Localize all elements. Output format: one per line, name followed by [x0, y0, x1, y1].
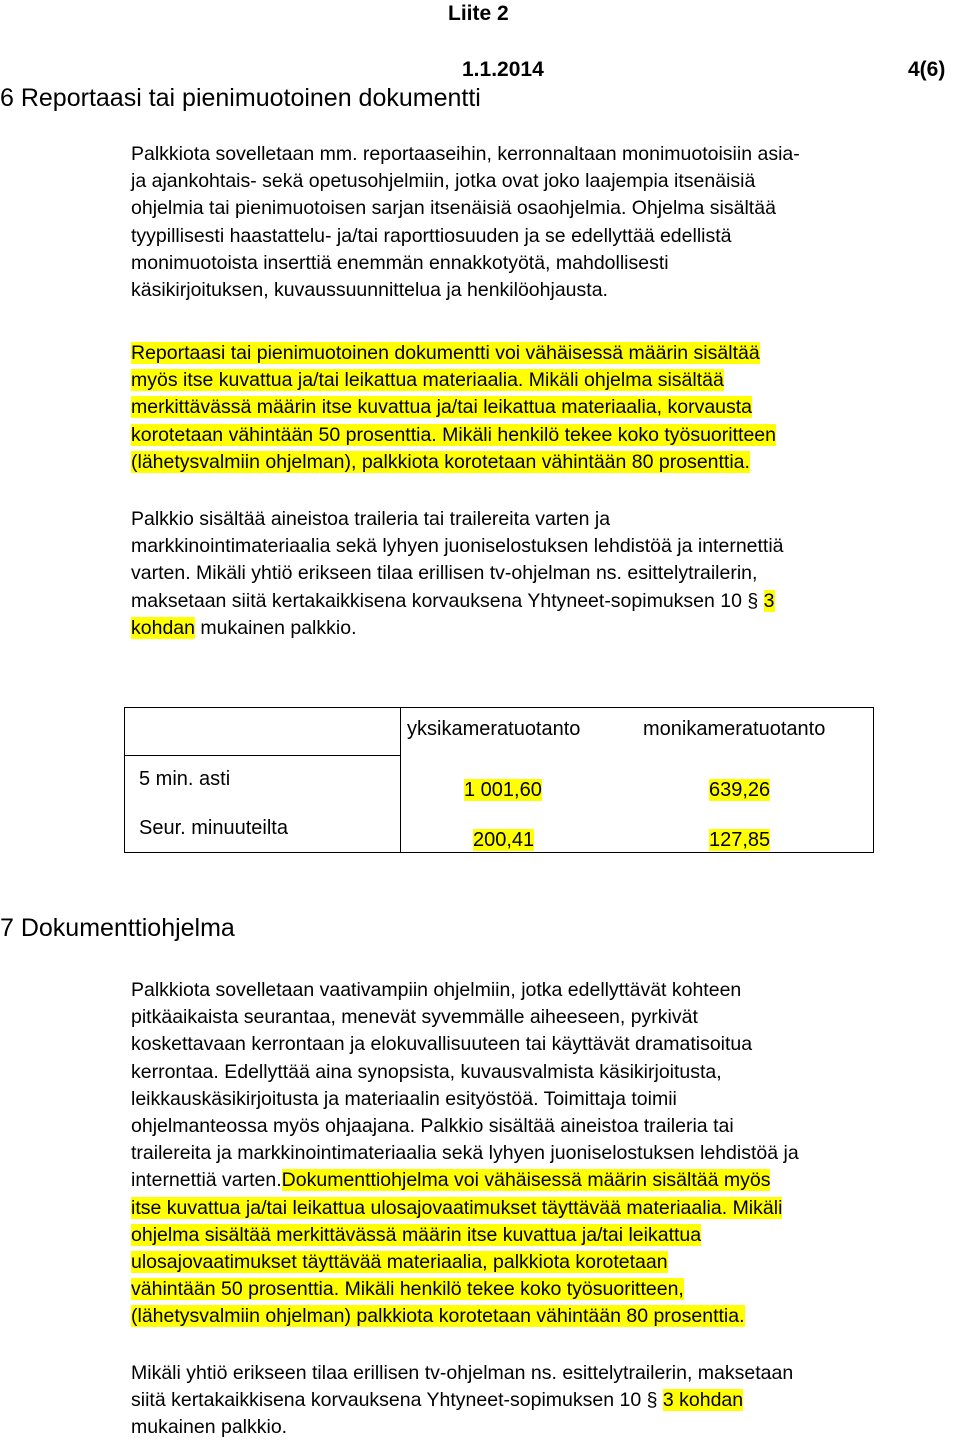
row-label: 5 min. asti [139, 768, 231, 790]
text-line: kerrontaa. Edellyttää aina synopsista, kuvausvalmista käsikirjoitusta, [131, 1060, 722, 1083]
row-label-cell [125, 756, 401, 853]
highlighted-line: ulosajovaatimukset täyttävää materiaalia, palkkiota korotetaan [131, 1251, 668, 1274]
text-line: maksetaan siitä kertakaikkisena korvauksena Yhtyneet-sopimuksen 10 [131, 589, 748, 612]
text-line: leikkauskäsikirjoitusta ja materiaalin esityöstöä. Toimittaja toimii [131, 1087, 677, 1110]
text-line: ohjelmanteossa myös ohjaajana. Palkkio sisältää aineistoa traileria tai [131, 1115, 734, 1138]
section-7-title: 7 Dokumenttiohjelma [0, 914, 235, 942]
text-line: Palkkiota sovelletaan mm. reportaaseihin, kerronnaltaan monimuotoisiin asia- [131, 143, 800, 165]
text-line: trailereita ja markkinointimateriaalia sekä lyhyen juoniselostuksen lehdistöä ja [131, 1142, 799, 1165]
section-6-paragraph-1 [131, 141, 800, 304]
table-header-cell [401, 708, 622, 756]
highlighted-line: Reportaasi tai pienimuotoinen dokumentti voi vähäisessä määrin sisältää [131, 342, 760, 364]
section-sign: § [747, 589, 759, 612]
text-line: Palkkio sisältää aineistoa traileria tai trailereita varten ja [131, 508, 611, 530]
highlighted-line: ohjelma sisältää merkittävässä määrin itse kuvattua ja/tai leikattua [131, 1223, 702, 1246]
fee-value: 1 001,60 [464, 778, 542, 801]
text-line: koskettavaan kerrontaan ja elokuvallisuuteen tai käyttävät dramatisoitua [131, 1033, 753, 1056]
table-header-cell-empty [125, 708, 401, 756]
table-body-row [125, 756, 874, 853]
table-header-row [125, 708, 874, 756]
text-line: mukainen palkkio. [131, 1416, 288, 1439]
section-6-paragraph-3 [131, 506, 784, 642]
text-line: Mikäli yhtiö erikseen tilaa erillisen tv-ohjelman ns. esittelytrailerin, maksetaan [131, 1362, 794, 1384]
text-line: pitkäaikaista seurantaa, menevät syvemmälle aiheeseen, pyrkivät [131, 1006, 698, 1029]
clause-reference: 3 kohdan [662, 1389, 744, 1412]
text-line: markkinointimateriaalia sekä lyhyen juoniselostuksen lehdistöä ja internettiä [131, 535, 784, 558]
text-line: varten. Mikäli yhtiö erikseen tilaa erillisen tv-ohjelman ns. esittelytrailerin, [131, 562, 758, 585]
highlighted-line: (lähetysvalmiin ohjelman), palkkiota korotetaan vähintään 80 prosenttia. [131, 450, 750, 473]
highlighted-line: Dokumenttiohjelma voi vähäisessä määrin sisältää myös [281, 1169, 771, 1192]
text-line: käsikirjoituksen, kuvaussuunnittelua ja henkilöohjausta. [131, 279, 608, 302]
text-line: tyypillisesti haastattelu- ja/tai raporttiosuuden ja se edellyttää edellistä [131, 224, 732, 247]
text-line: siitä kertakaikkisena korvauksena Yhtyneet-sopimuksen 10 [131, 1389, 647, 1412]
section-sign: § [646, 1389, 658, 1412]
attachment-label: Liite 2 [448, 2, 509, 25]
row-label: Seur. minuuteilta [139, 817, 288, 839]
highlighted-line: itse kuvattua ja/tai leikattua ulosajovaatimukset täyttävää materiaalia. Mikäli [131, 1196, 783, 1219]
section-7-paragraph-1 [131, 977, 799, 1331]
text-line: Palkkiota sovelletaan vaativampiin ohjelmiin, jotka edellyttävät kohteen [131, 979, 742, 1001]
value-cell [621, 756, 874, 853]
fee-value: 200,41 [473, 828, 535, 851]
value-cell [401, 756, 622, 853]
text-line: ohjelmia tai pienimuotoisen sarjan itsenäisiä osaohjelmia. Ohjelma sisältää [131, 197, 776, 220]
page-number: 4(6) [908, 58, 946, 81]
text-line: internettiä varten. [131, 1169, 282, 1192]
fee-table [124, 707, 874, 853]
section-6-paragraph-2 [131, 340, 776, 476]
section-6-title: 6 Reportaasi tai pienimuotoinen dokumentti [0, 84, 481, 112]
text-line: ja ajankohtais- sekä opetusohjelmiin, jotka ovat joko laajempia itsenäisiä [131, 170, 756, 193]
table-header-cell [621, 708, 874, 756]
clause-reference-word: kohdan [131, 616, 195, 639]
highlighted-line: (lähetysvalmiin ohjelman) palkkiota korotetaan vähintään 80 prosenttia. [131, 1305, 745, 1328]
fee-value: 127,85 [709, 828, 771, 851]
fee-value: 639,26 [709, 778, 771, 801]
highlighted-line: vähintään 50 prosenttia. Mikäli henkilö tekee koko työsuoritteen, [131, 1278, 684, 1301]
highlighted-line: myös itse kuvattua ja/tai leikattua materiaalia. Mikäli ohjelma sisältää [131, 369, 724, 392]
clause-reference: 3 [763, 589, 775, 612]
text-tail: mukainen palkkio. [194, 616, 357, 639]
highlighted-line: korotetaan vähintään 50 prosenttia. Mikäli henkilö tekee koko työsuoritteen [131, 423, 776, 446]
document-date: 1.1.2014 [462, 58, 544, 81]
section-7-paragraph-2 [131, 1360, 793, 1442]
column-header-multi-camera: monikameratuotanto [643, 718, 826, 740]
highlighted-line: merkittävässä määrin itse kuvattua ja/tai leikattua materiaalia, korvausta [131, 396, 753, 419]
text-line: monimuotoista inserttiä enemmän ennakkotyötä, mahdollisesti [131, 251, 669, 274]
column-header-single-camera: yksikameratuotanto [407, 718, 581, 740]
